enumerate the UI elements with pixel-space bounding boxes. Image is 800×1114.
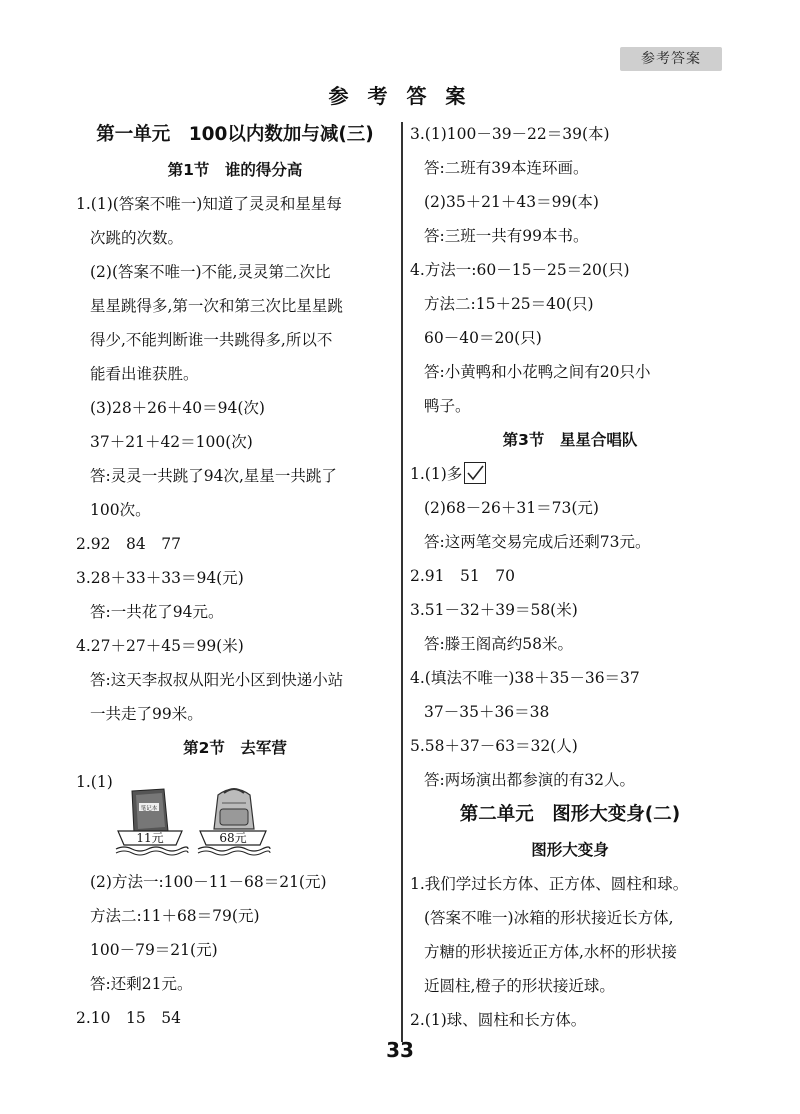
answer-line: 1.我们学过长方体、正方体、圆柱和球。: [410, 875, 689, 893]
answer-line: 2.92 84 77: [76, 535, 181, 553]
answer-line: 答:一共花了94元。: [90, 603, 224, 621]
answer-line: 3.(1)100－39－22＝39(本): [410, 125, 610, 143]
answer-line: 1.(1)(答案不唯一)知道了灵灵和星星每: [76, 195, 342, 213]
answer-line: 4.27＋27＋45＝99(米): [76, 637, 244, 655]
answer-line: 4.(填法不唯一)38＋35－36＝37: [410, 669, 640, 687]
answer-line: 一共走了99米。: [90, 705, 203, 723]
answer-line: [410, 457, 730, 491]
notebook-text: 笔记本: [140, 806, 158, 812]
answer-line: (答案不唯一)冰箱的形状接近长方体,: [424, 909, 674, 927]
answer-line: 答:这两笔交易完成后还剩73元。: [424, 533, 651, 551]
answer-line: 37－35＋36＝38: [424, 703, 550, 721]
price-tag-2: 68元: [219, 831, 247, 845]
answer-line: 得少,不能判断谁一共跳得多,所以不: [90, 331, 333, 349]
answer-line: (2)方法一:100－11－68＝21(元): [90, 873, 327, 891]
section-4-title: 图形大变身: [531, 841, 609, 859]
page-number: 33: [386, 1038, 414, 1062]
notebook-icon: [112, 787, 192, 861]
answer-line: 近圆柱,橙子的形状接近球。: [424, 977, 615, 995]
backpack-icon: [194, 783, 274, 861]
answer-line: 100－79＝21(元): [90, 941, 218, 959]
answer-line: 3.28＋33＋33＝94(元): [76, 569, 244, 587]
answer-line: (2)68－26＋31＝73(元): [424, 499, 599, 517]
answer-text: 1.(1)多: [410, 465, 463, 483]
answer-line: 100次。: [90, 501, 151, 519]
unit-1-title: 第一单元 100以内数加与减(三): [96, 124, 374, 145]
answer-line: 星星跳得多,第一次和第三次比星星跳: [90, 297, 343, 315]
answer-line: 方法二:15＋25＝40(只): [424, 295, 594, 313]
answer-line: (3)28＋26＋40＝94(次): [90, 399, 265, 417]
answer-line: 2.91 51 70: [410, 567, 515, 585]
unit-2-title: 第二单元 图形大变身(二): [459, 804, 681, 825]
answer-line: 方法二:11＋68＝79(元): [90, 907, 260, 925]
answer-line: 答:三班一共有99本书。: [424, 227, 589, 245]
answer-line: 答:两场演出都参演的有32人。: [424, 771, 635, 789]
right-column: [410, 117, 730, 1037]
answer-line: 5.58＋37－63＝32(人): [410, 737, 578, 755]
section-1-title: 第1节 谁的得分高: [167, 161, 303, 179]
checkmark-icon: [464, 462, 486, 484]
page-title: 参 考 答 案: [328, 84, 472, 108]
answer-line: 2.(1)球、圆柱和长方体。: [410, 1011, 587, 1029]
answer-line: (2)(答案不唯一)不能,灵灵第二次比: [90, 263, 331, 281]
section-2-title: 第2节 去军营: [183, 739, 287, 757]
answer-line: 答:还剩21元。: [90, 975, 193, 993]
answer-line: 鸭子。: [424, 397, 471, 415]
left-column: [76, 117, 394, 1035]
answer-line: 方糖的形状接近正方体,水杯的形状接: [424, 943, 677, 961]
answer-line: 能看出谁获胜。: [90, 365, 199, 383]
answer-line: 答:滕王阁高约58米。: [424, 635, 573, 653]
answer-line: 答:这天李叔叔从阳光小区到快递小站: [90, 671, 344, 689]
answer-line: 4.方法一:60－15－25＝20(只): [410, 261, 630, 279]
section-3-title: 第3节 星星合唱队: [502, 431, 638, 449]
price-tag-1: 11元: [136, 831, 164, 845]
price-illustration: [76, 799, 394, 865]
answer-line: 60－40＝20(只): [424, 329, 542, 347]
answer-line: 3.51－32＋39＝58(米): [410, 601, 578, 619]
answer-line: 答:灵灵一共跳了94次,星星一共跳了: [90, 467, 337, 485]
answer-key-tag: 参考答案: [620, 47, 722, 71]
answer-line: 2.10 15 54: [76, 1009, 181, 1027]
column-divider: [401, 122, 403, 1042]
answer-line: 1.(1): [76, 773, 113, 791]
answer-line: 次跳的次数。: [90, 229, 184, 247]
answer-line: (2)35＋21＋43＝99(本): [424, 193, 599, 211]
answer-line: 37＋21＋42＝100(次): [90, 433, 253, 451]
answer-line: 答:小黄鸭和小花鸭之间有20只小: [424, 363, 651, 381]
answer-line: 答:二班有39本连环画。: [424, 159, 589, 177]
